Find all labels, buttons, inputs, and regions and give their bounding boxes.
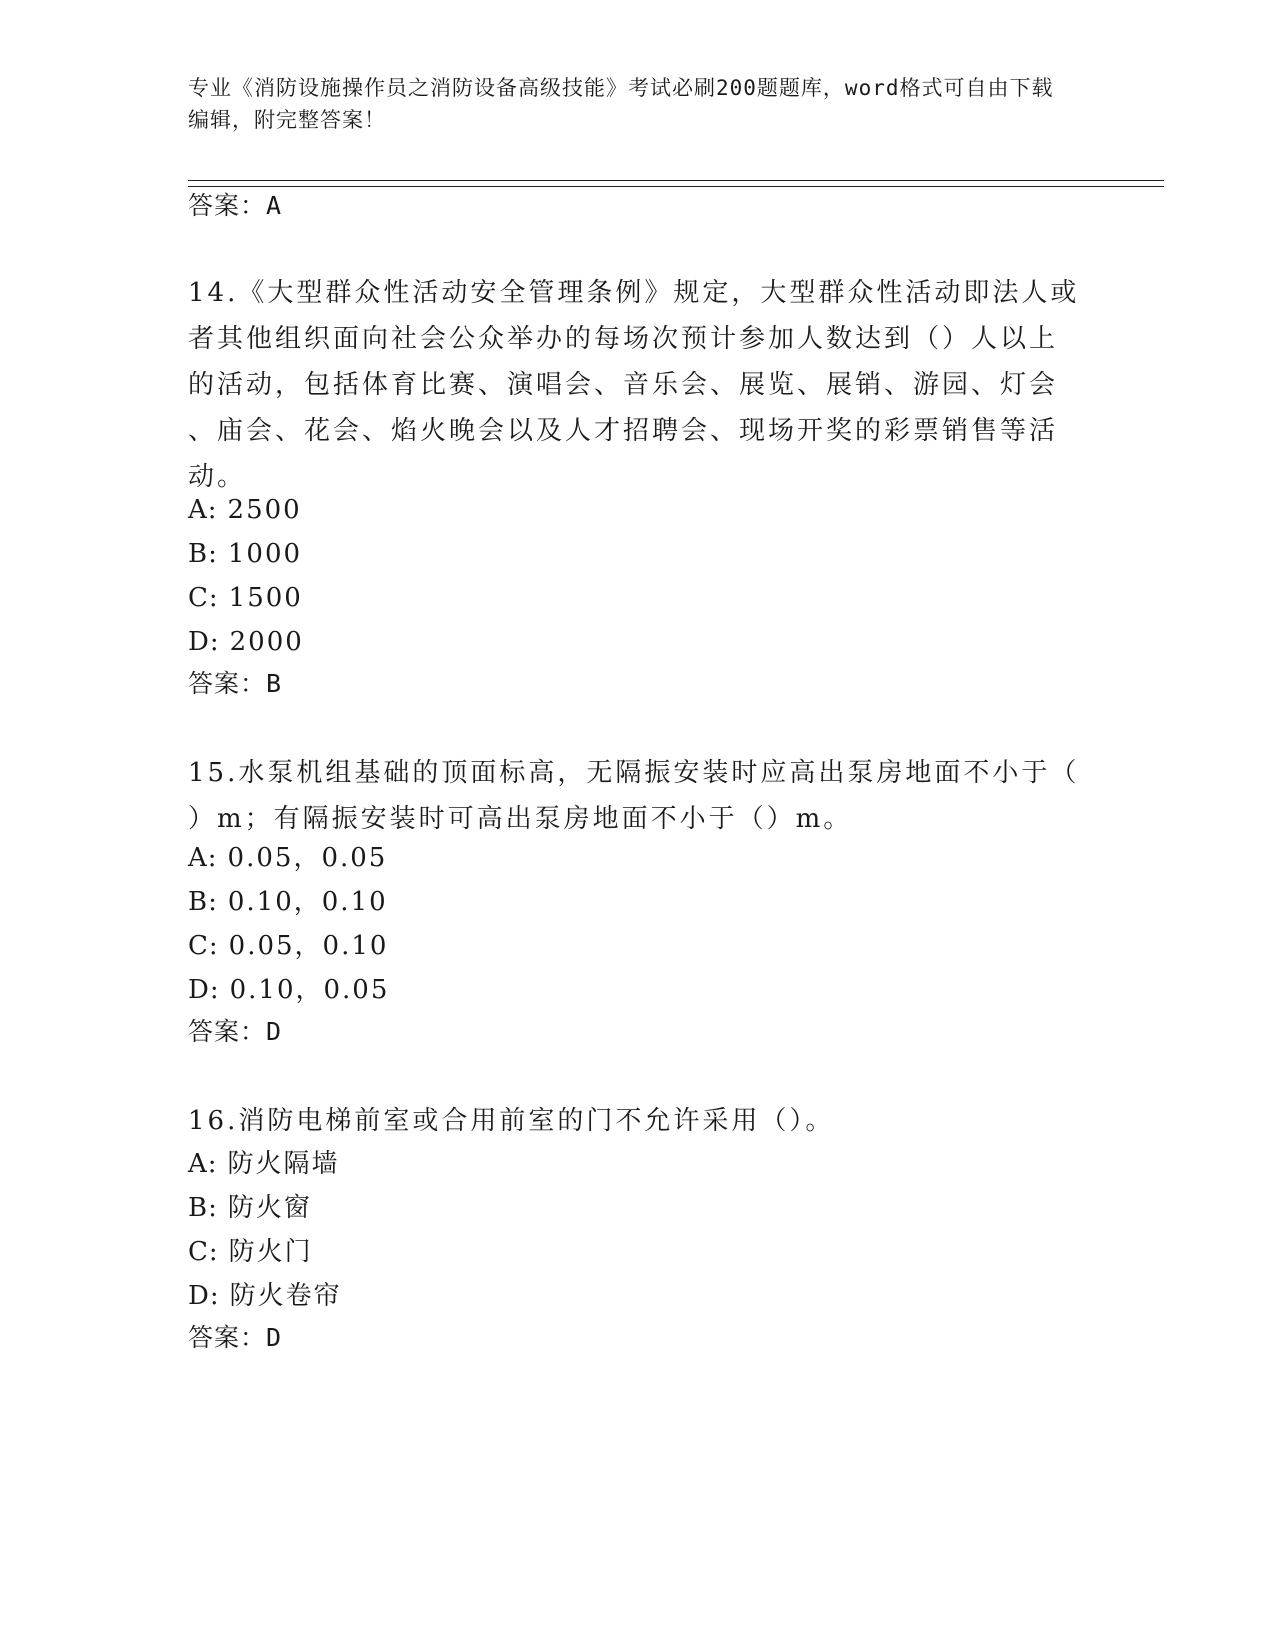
- question-16-option-b: [188, 1188, 312, 1228]
- question-14-option-a: [188, 490, 302, 530]
- option-value: 防火门: [228, 1237, 313, 1267]
- option-label: C:: [188, 583, 219, 613]
- question-15-option-a: [188, 838, 387, 878]
- option-label: C:: [188, 1237, 219, 1267]
- option-label: D:: [188, 975, 220, 1005]
- option-label: A:: [188, 495, 218, 525]
- question-14-option-d: [188, 622, 304, 662]
- option-value: 0.10，0.10: [227, 887, 388, 917]
- question-14-option-c: [188, 578, 303, 618]
- option-value: 2000: [229, 627, 304, 657]
- option-value: 0.10，0.05: [229, 975, 390, 1005]
- option-label: B:: [188, 539, 218, 569]
- option-value: 防火卷帘: [229, 1281, 342, 1311]
- option-value: 防火隔墙: [227, 1149, 340, 1179]
- option-label: A:: [188, 843, 218, 873]
- header-divider-bottom: [188, 186, 1164, 187]
- question-15-option-c: [188, 926, 388, 966]
- question-15-option-d: [188, 970, 389, 1010]
- question-14-text: 14.《大型群众性活动安全管理条例》规定，大型群众性活动即法人或 者其他组织面向社会公众举办的每场次预计参加人数达到（）人以上 的活动，包括体育比赛、演唱会、音乐会、展览、展销、游园、灯会 、庙会、花会、焰火晚会以及人才招聘会、现场开奖的彩票销售等活 动。: [188, 278, 1080, 492]
- question-14-option-b: [188, 534, 302, 574]
- header-divider-top: [188, 180, 1164, 181]
- question-15-answer: 答案：D: [188, 1017, 283, 1046]
- option-value: 1000: [227, 539, 303, 569]
- option-label: C:: [188, 931, 219, 961]
- question-15-text: 15.水泵机组基础的顶面标高，无隔振安装时应高出泵房地面不小于（ ）m；有隔振安装时可高出泵房地面不小于（）m。: [188, 758, 1080, 834]
- document-header: 专业《消防设施操作员之消防设备高级技能》考试必刷200题题库，word格式可自由下载编辑，附完整答案！: [188, 76, 1054, 132]
- question-16-option-a: [188, 1144, 340, 1184]
- answer-previous: 答案：A: [188, 191, 283, 220]
- option-label: D:: [188, 627, 220, 657]
- option-value: 0.05，0.05: [227, 843, 388, 873]
- question-16-text: 16.消防电梯前室或合用前室的门不允许采用（）。: [188, 1106, 835, 1136]
- option-value: 2500: [227, 495, 302, 525]
- question-16-option-d: [188, 1276, 342, 1316]
- option-value: 0.05，0.10: [228, 931, 389, 961]
- option-label: B:: [188, 1193, 218, 1223]
- question-16-answer: 答案：D: [188, 1323, 283, 1352]
- option-label: A:: [188, 1149, 218, 1179]
- question-15-option-b: [188, 882, 388, 922]
- question-14-answer: 答案：B: [188, 669, 283, 698]
- option-label: D:: [188, 1281, 220, 1311]
- option-value: 1500: [228, 583, 303, 613]
- option-value: 防火窗: [227, 1193, 312, 1223]
- option-label: B:: [188, 887, 218, 917]
- question-16-option-c: [188, 1232, 313, 1272]
